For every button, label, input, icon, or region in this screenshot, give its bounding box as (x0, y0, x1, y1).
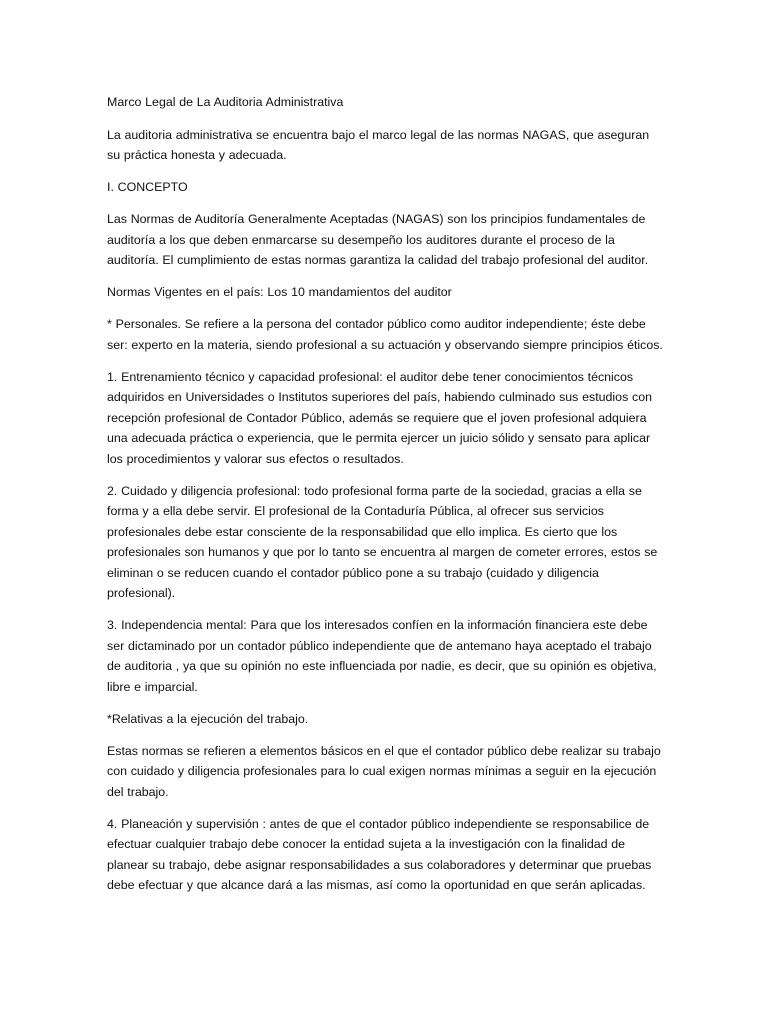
intro-paragraph: La auditoria administrativa se encuentra bajo el marco legal de las normas NAGAS, que aseguran su práctica honesta y adecuada. (107, 127, 650, 162)
norma-2-paragraph: 2. Cuidado y diligencia profesional: todo profesional forma parte de la sociedad, gracias a ella se forma y a ella debe servir. El profesional de la Contaduría Pública, al ofrecer sus servicios profesionales debe estar consciente de la responsabilidad que ello implica. Es cierto que los profesionales son humanos y que por lo tanto se encuentra al margen de cometer errores, estos se eliminan o se reducen cuando el contador público pone a su trabajo (cuidado y diligencia profesional). (107, 483, 658, 600)
relativas-paragraph: Estas normas se refieren a elementos básicos en el que el contador público debe realizar su trabajo con cuidado y diligencia profesionales para lo cual exigen normas mínimas a seguir en la ejecución del trabajo. (107, 743, 661, 799)
norma-3-paragraph: 3. Independencia mental: Para que los interesados confíen en la información financiera este debe ser dictaminado por un contador público independiente que de antemano haya aceptado el trabajo de auditoria , ya que su opinión no este influenciada por nadie, es decir, que su opinión es objetiva, libre e imparcial. (107, 618, 657, 694)
normas-vigentes-heading: Normas Vigentes en el país: Los 10 mandamientos del auditor (107, 285, 452, 299)
relativas-heading: *Relativas a la ejecución del trabajo. (107, 711, 309, 726)
section-heading-concepto: I. CONCEPTO (107, 180, 188, 194)
document-page (107, 92, 663, 907)
personales-paragraph: * Personales. Se refiere a la persona del contador público como auditor independiente; éste debe ser: experto en la materia, siendo profesional a su actuación y observando siempre principios éticos. (107, 317, 663, 352)
concepto-paragraph: Las Normas de Auditoría Generalmente Aceptadas (NAGAS) son los principios fundamentales de auditoría a los que deben enmarcarse su desempeño los auditores durante el proceso de la auditoría. El cumplimiento de estas normas garantiza la calidad del trabajo profesional del auditor. (107, 212, 649, 267)
norma-4-paragraph: 4. Planeación y supervisión : antes de que el contador público independiente se responsabilice de efectuar cualquier trabajo debe conocer la entidad sujeta a la investigación con la finalidad de planear su trabajo, debe asignar responsabilidades a sus colaboradores y determinar que pruebas debe efectuar y que alcance dará a las mismas, así como la oportunidad en que serán aplicadas. (107, 816, 652, 892)
norma-1-paragraph: 1. Entrenamiento técnico y capacidad profesional: el auditor debe tener conocimientos técnicos adquiridos en Universidades o Institutos superiores del país, habiendo culminado sus estudios con recepción profesional de Contador Público, además se requiere que el joven profesional adquiera una adecuada práctica o experiencia, que le permita ejercer un juicio sólido y sensato para aplicar los procedimientos y valorar sus efectos o resultados. (107, 369, 652, 466)
document-title: Marco Legal de La Auditoria Administrativa (107, 95, 344, 109)
